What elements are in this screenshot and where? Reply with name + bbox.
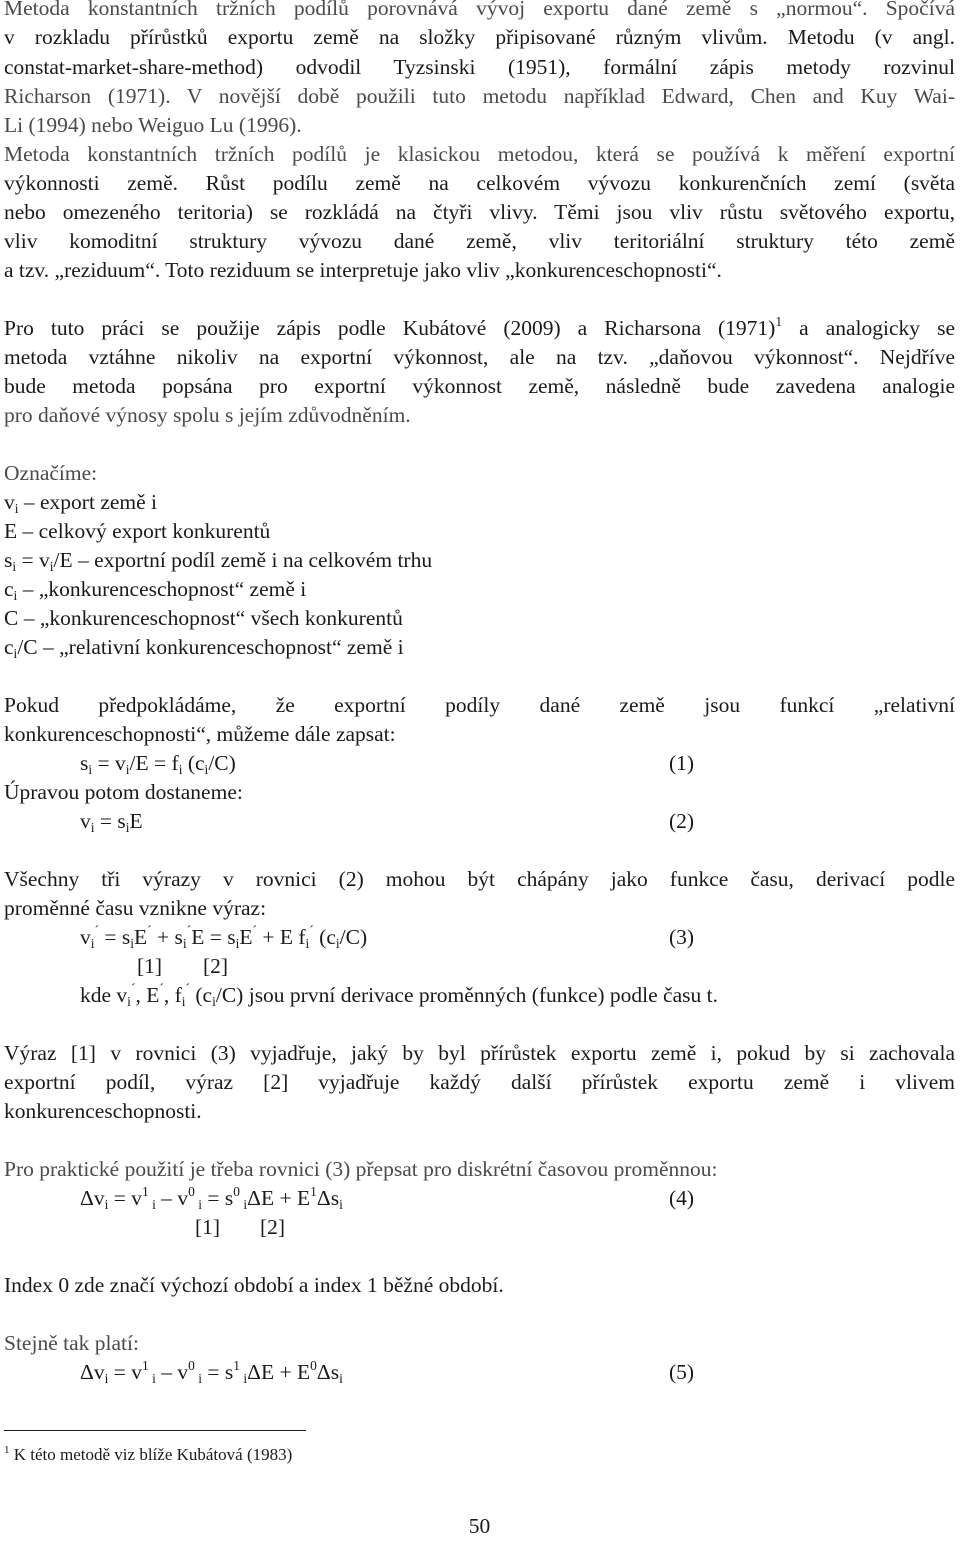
equation-3-label: (3) (669, 925, 695, 949)
equation-2: $v_i = s_iE$ (80, 809, 143, 835)
text-line: Všechny tři výrazy v rovnici (2) mohou být chápány jako funkce času, derivací podle (4, 867, 955, 891)
text-line-with-footnote (4, 314, 955, 343)
text-line: Pro praktické použití je třeba rovnici (3) přepsat pro diskrétní časovou proměnnou: (4, 1157, 718, 1181)
derivative-note: kde $v_i^´$, E´, $f_i^´$ $(c_i/C)$ jsou první derivace proměnných (funkce) podle času t. (80, 981, 718, 1009)
equation-1-label: (1) (669, 751, 695, 775)
equation-5-label: (5) (669, 1360, 695, 1384)
text-line: Metoda konstantních tržních podílů porovnává vývoj exportu dané země s „normou“. Spočívá (4, 0, 955, 20)
notation-item: $s_i = v_i/E$ – exportní podíl země i na celkovém trhu (4, 548, 433, 574)
notation-heading: Označíme: (4, 461, 98, 485)
footnote-divider (4, 1430, 306, 1431)
text-line: Li (1994) nebo Weiguo Lu (1996). (4, 113, 302, 137)
equation-2-label: (2) (669, 809, 695, 833)
equation-4: $\Delta v_i = v^1$ $_i - v^0$ $_i = s^0$ $_i\Delta E + E^1\Delta s_i$ (80, 1184, 343, 1212)
notation-item: $c_i$ – „konkurenceschopnost“ země i (4, 577, 307, 603)
text-line: Index 0 zde značí výchozí období a index 1 běžné období. (4, 1273, 504, 1297)
equation-3: $v_i^´ = s_iE^´ + s_i^´E = s_iE^´ + E$ $f_i^´$ $(c_i/C)$ (80, 923, 368, 951)
page-number: 50 (468, 1514, 491, 1538)
text-segment: Pro tuto práci se použije zápis podle Kubátové (2009) a Richarsona (1971) (4, 316, 776, 340)
text-line: v rozkladu přírůstků exportu země na složky připisované různým vlivům. Metodu (v angl. (4, 25, 955, 49)
bracket-label-2: [2] (203, 954, 229, 978)
text-line: Richarson (1971). V novější době použili tuto metodu například Edward, Chen and Kuy Wai- (4, 84, 955, 108)
text-line: pro daňové výnosy spolu s jejím zdůvodněním. (4, 403, 411, 427)
bracket-label-1: [1] (195, 1215, 221, 1239)
text-line: Výraz [1] v rovnici (3) vyjadřuje, jaký by byl přírůstek exportu země i, pokud by si zachovala (4, 1041, 955, 1065)
footnote-mark: 1 (775, 314, 783, 329)
bracket-label-2: [2] (260, 1215, 286, 1239)
footnote-text: K této metodě viz blíže Kubátová (1983) (9, 1445, 293, 1464)
text-line: a tzv. „reziduum“. Toto reziduum se interpretuje jako vliv „konkurenceschopnosti“. (4, 258, 722, 282)
notation-item: E – celkový export konkurentů (4, 519, 271, 543)
text-line: metoda vztáhne nikoliv na exportní výkonnost, ale na tzv. „daňovou výkonnost“. Nejdříve (4, 345, 955, 369)
bracket-label-1: [1] (137, 954, 163, 978)
text-line: Stejně tak platí: (4, 1331, 139, 1355)
footnote-mark: 1 (4, 1444, 10, 1456)
equation-1: $s_i = v_i/E = f_i$ $(c_i/C)$ (80, 751, 236, 777)
text-line: proměnné času vznikne výraz: (4, 896, 267, 920)
notation-item: $c_i/C$ – „relativní konkurenceschopnost“ země i (4, 635, 404, 661)
text-line: konkurenceschopnosti. (4, 1099, 202, 1123)
text-segment: a analogicky se (782, 316, 955, 340)
notation-item: C – „konkurenceschopnost“ všech konkurentů (4, 606, 403, 630)
text-line: vliv komoditní struktury vývozu dané země, vliv teritoriální struktury této země (4, 229, 955, 253)
text-line: výkonnosti země. Růst podílu země na celkovém vývozu konkurenčních zemí (světa (4, 171, 955, 195)
text-line: bude metoda popsána pro exportní výkonnost země, následně bude zavedena analogie (4, 374, 955, 398)
equation-5: $\Delta v_i = v^1$ $_i - v^0$ $_i = s^1$ $_i\Delta E + E^0\Delta s_i$ (80, 1358, 343, 1386)
text-line: exportní podíl, výraz [2] vyjadřuje každý další přírůstek exportu země i vlivem (4, 1070, 955, 1094)
text-line: constat-market-share-method) odvodil Tyzsinski (1951), formální zápis metody rozvinul (4, 55, 955, 79)
footnote (4, 1444, 292, 1466)
text-line: Metoda konstantních tržních podílů je klasickou metodou, která se používá k měření exportní (4, 142, 955, 166)
notation-item: $v_i$ – export země i (4, 490, 158, 516)
text-line: Pokud předpokládáme, že exportní podíly dané země jsou funkcí „relativní (4, 693, 955, 717)
text-line: Úpravou potom dostaneme: (4, 780, 243, 804)
text-line: nebo omezeného teritoria) se rozkládá na čtyři vlivy. Těmi jsou vliv růstu světového exportu, (4, 200, 955, 224)
equation-4-label: (4) (669, 1186, 695, 1210)
text-line: konkurenceschopnosti“, můžeme dále zapsat: (4, 722, 396, 746)
